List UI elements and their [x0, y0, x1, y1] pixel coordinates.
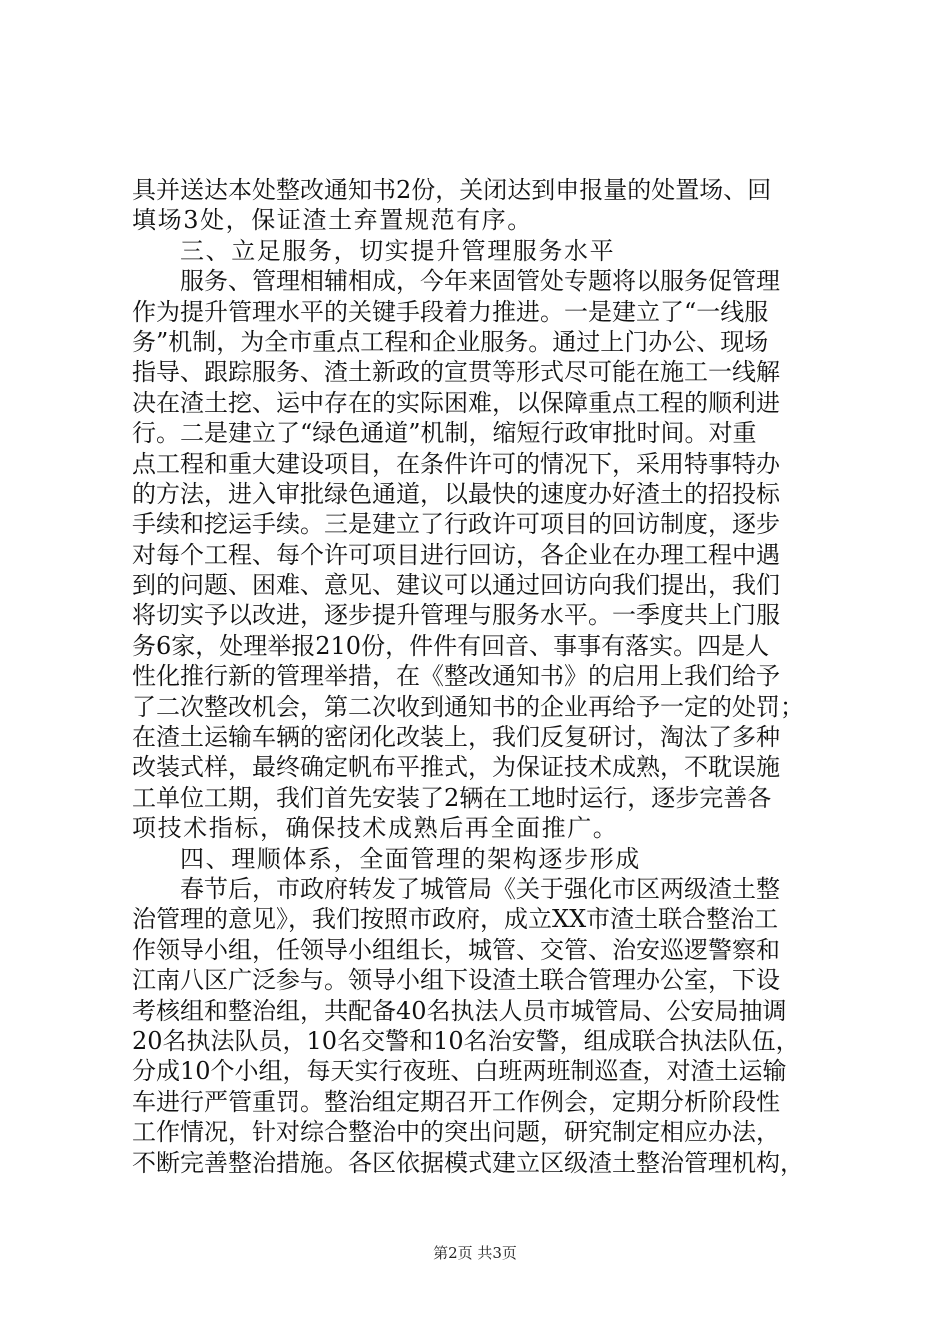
paragraph-first-line: 三、立足服务，切实提升管理服务水平 — [180, 236, 616, 265]
paragraph-line: 的方法，进入审批绿色通道，以最快的速度办好渣土的招投标 — [132, 479, 780, 508]
paragraph-line: 填场3处，保证渣土弃置规范有序。 — [132, 206, 533, 235]
paragraph-line: 作为提升管理水平的关键手段着力推进。一是建立了“一线服 — [132, 297, 769, 326]
paragraph-line: 务6家，处理举报210份，件件有回音、事事有落实。四是人 — [132, 631, 770, 660]
document-body — [132, 175, 832, 1178]
paragraph-line: 到的问题、困难、意见、建议可以通过回访向我们提出，我们 — [132, 571, 780, 600]
paragraph-line: 车进行严管重罚。整治组定期召开工作例会，定期分析阶段性 — [132, 1087, 780, 1116]
paragraph-line: 作领导小组，任领导小组组长，城管、交管、治安巡逻警察和 — [132, 935, 780, 964]
page-footer: 第2页 共3页 — [433, 1244, 517, 1262]
paragraph-line: 将切实予以改进，逐步提升管理与服务水平。一季度共上门服 — [132, 601, 780, 630]
paragraph-first-line: 四、理顺体系，全面管理的架构逐步形成 — [180, 844, 641, 873]
paragraph-line: 具并送达本处整改通知书2份，关闭达到申报量的处置场、回 — [132, 176, 772, 204]
paragraph-first-line: 服务、管理相辅相成，今年来固管处专题将以服务促管理 — [180, 267, 780, 296]
paragraph-line: 对每个工程、每个许可项目进行回访，各企业在办理工程中遇 — [132, 540, 780, 569]
paragraph-first-line: 春节后，市政府转发了城管局《关于强化市区两级渣土整 — [180, 874, 780, 903]
paragraph-line: 决在渣土挖、运中存在的实际困难，以保障重点工程的顺利进 — [132, 388, 780, 417]
paragraph-line: 在渣土运输车辆的密闭化改装上，我们反复研讨，淘汰了多种 — [132, 723, 780, 752]
paragraph-line: 不断完善整治措施。各区依据模式建立区级渣土整治管理机构， — [132, 1148, 804, 1177]
paragraph-line: 指导、跟踪服务、渣土新政的宣贯等形式尽可能在施工一线解 — [132, 358, 780, 387]
paragraph-line: 点工程和重大建设项目，在条件许可的情况下，采用特事特办 — [132, 449, 780, 478]
paragraph-line: 手续和挖运手续。三是建立了行政许可项目的回访制度，逐步 — [132, 510, 780, 539]
paragraph-line: 考核组和整治组，共配备40名执法人员市城管局、公安局抽调 — [132, 996, 787, 1025]
paragraph-line: 分成10个小组，每天实行夜班、白班两班制巡查，对渣土运输 — [132, 1057, 787, 1086]
paragraph-line: 行。二是建立了“绿色通道”机制，缩短行政审批时间。对重 — [132, 419, 757, 448]
paragraph-line: 项技术指标，确保技术成熟后再全面推广。 — [132, 814, 619, 843]
paragraph-line: 务”机制，为全市重点工程和企业服务。通过上门办公、现场 — [132, 327, 769, 356]
paragraph-line: 了二次整改机会，第二次收到通知书的企业再给予一定的处罚； — [132, 692, 804, 721]
paragraph-line: 改装式样，最终确定帆布平推式，为保证技术成熟，不耽误施 — [132, 753, 780, 782]
paragraph-line: 工单位工期，我们首先安装了2辆在工地时运行，逐步完善各 — [132, 783, 772, 812]
paragraph-line: 工作情况，针对综合整治中的突出问题，研究制定相应办法， — [132, 1118, 780, 1147]
paragraph-line: 治管理的意见》，我们按照市政府，成立XX市渣土联合整治工 — [132, 905, 779, 934]
paragraph-line: 20名执法队员，10名交警和10名治安警，组成联合执法队伍， — [132, 1026, 800, 1055]
paragraph-line: 江南八区广泛参与。领导小组下设渣土联合管理办公室，下设 — [132, 966, 780, 995]
paragraph-line: 性化推行新的管理举措，在《整改通知书》的启用上我们给予 — [132, 662, 780, 691]
